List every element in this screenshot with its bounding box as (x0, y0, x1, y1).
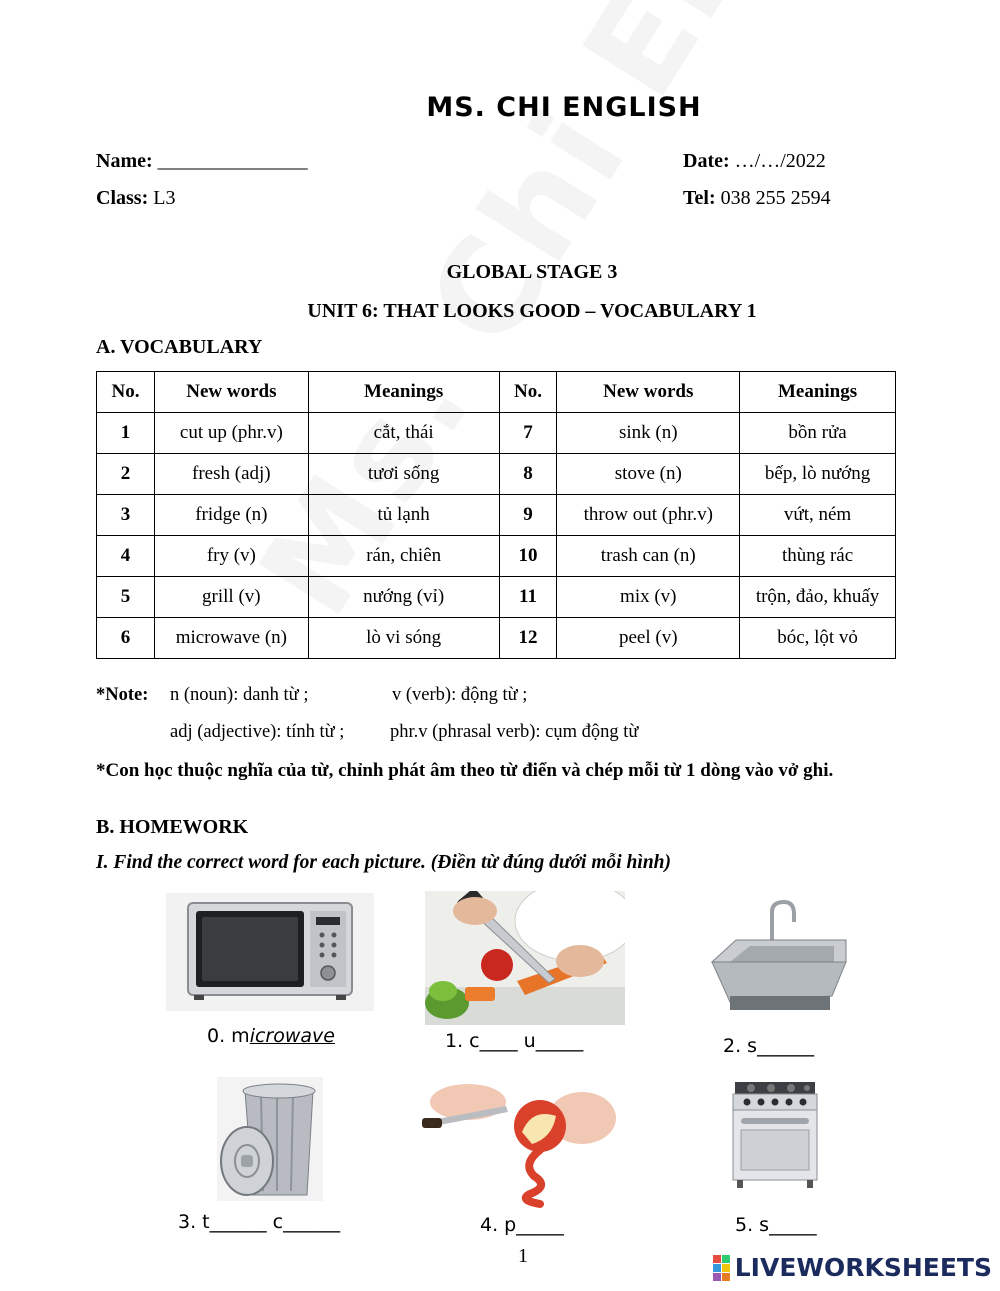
caption-0-answer: icrowave (249, 1025, 335, 1047)
cell-meaning: tủ lạnh (308, 495, 499, 536)
note-noun: n (noun): danh từ ; (170, 685, 309, 705)
date-label: Date: (683, 150, 730, 172)
cell-no: 11 (499, 577, 557, 618)
cell-no: 10 (499, 536, 557, 577)
tel-line (683, 187, 831, 210)
table-row (97, 577, 896, 618)
cell-no: 3 (97, 495, 155, 536)
page-title: MS. CHI ENGLISH (426, 92, 702, 123)
note-verb: v (verb): động từ ; (392, 685, 528, 705)
table-row (97, 413, 896, 454)
cell-no: 8 (499, 454, 557, 495)
cell-word: mix (v) (557, 577, 740, 618)
liveworksheets-logo[interactable] (713, 1253, 992, 1282)
caption-4[interactable]: 4. p_____ (480, 1214, 564, 1236)
table-row (97, 536, 896, 577)
cell-meaning: lò vi sóng (308, 618, 499, 659)
table-row (97, 454, 896, 495)
caption-0 (207, 1025, 335, 1047)
cell-word: fry (v) (154, 536, 308, 577)
note-label: *Note: (96, 685, 149, 705)
sink-picture (706, 896, 852, 1016)
name-label: Name: (96, 150, 153, 172)
cell-meaning: bếp, lò nướng (740, 454, 896, 495)
cell-no: 2 (97, 454, 155, 495)
caption-0-prefix: 0. m (207, 1025, 250, 1047)
note-adjective: adj (adjective): tính từ ; (170, 722, 345, 742)
header-new-words: New words (154, 372, 308, 413)
cell-no: 7 (499, 413, 557, 454)
cell-word: cut up (phr.v) (154, 413, 308, 454)
cell-no: 9 (499, 495, 557, 536)
exercise-title: I. Find the correct word for each picture. (Điền từ đúng dưới mỗi hình) (96, 852, 672, 873)
page-number: 1 (518, 1245, 528, 1267)
header-no: No. (499, 372, 557, 413)
cell-word: grill (v) (154, 577, 308, 618)
unit-title: UNIT 6: THAT LOOKS GOOD – VOCABULARY 1 (307, 300, 757, 322)
note-label-line (96, 685, 148, 706)
caption-3[interactable]: 3. t______ c______ (178, 1211, 341, 1233)
class-value: L3 (153, 187, 176, 209)
cell-meaning: trộn, đảo, khuấy (740, 577, 896, 618)
caption-2[interactable]: 2. s______ (723, 1035, 815, 1057)
cell-meaning: nướng (vỉ) (308, 577, 499, 618)
stove-picture (727, 1076, 823, 1190)
stage-title: GLOBAL STAGE 3 (446, 261, 618, 283)
cell-no: 6 (97, 618, 155, 659)
cell-word: stove (n) (557, 454, 740, 495)
cell-word: throw out (phr.v) (557, 495, 740, 536)
cell-word: peel (v) (557, 618, 740, 659)
header-meanings: Meanings (308, 372, 499, 413)
date-line (683, 150, 826, 173)
cell-no: 12 (499, 618, 557, 659)
logo-text: LIVEWORKSHEETS (734, 1253, 992, 1282)
peeling-apple-picture (422, 1068, 618, 1208)
cell-no: 4 (97, 536, 155, 577)
cell-word: trash can (n) (557, 536, 740, 577)
cell-word: fridge (n) (154, 495, 308, 536)
cell-meaning: bóc, lột vỏ (740, 618, 896, 659)
section-a-heading: A. VOCABULARY (96, 336, 263, 358)
caption-1[interactable]: 1. c____ u_____ (445, 1030, 584, 1052)
microwave-picture (166, 893, 374, 1011)
tel-label: Tel: (683, 187, 716, 209)
cell-meaning: vứt, ném (740, 495, 896, 536)
logo-mark-icon (713, 1255, 730, 1281)
cutting-vegetables-picture (425, 891, 625, 1025)
date-value: …/…/2022 (734, 150, 826, 172)
cell-word: microwave (n) (154, 618, 308, 659)
caption-5[interactable]: 5. s_____ (735, 1214, 817, 1236)
tel-value: 038 255 2594 (720, 187, 831, 209)
vocabulary-table (96, 371, 896, 659)
name-field[interactable]: _______________ (157, 150, 308, 172)
note-phrasal-verb: phr.v (phrasal verb): cụm động từ (390, 722, 639, 742)
study-instruction: *Con học thuộc nghĩa của từ, chỉnh phát âm theo từ điển và chép mỗi từ 1 dòng vào vở ghi. (96, 760, 834, 781)
name-line (96, 150, 308, 173)
cell-meaning: tươi sống (308, 454, 499, 495)
cell-meaning: rán, chiên (308, 536, 499, 577)
cell-meaning: cắt, thái (308, 413, 499, 454)
cell-meaning: thùng rác (740, 536, 896, 577)
table-row (97, 495, 896, 536)
cell-no: 1 (97, 413, 155, 454)
header-new-words: New words (557, 372, 740, 413)
header-no: No. (97, 372, 155, 413)
table-header-row (97, 372, 896, 413)
class-label: Class: (96, 187, 149, 209)
cell-no: 5 (97, 577, 155, 618)
class-line (96, 187, 175, 210)
trash-can-picture (217, 1077, 323, 1201)
section-b-heading: B. HOMEWORK (96, 816, 249, 838)
cell-meaning: bồn rửa (740, 413, 896, 454)
cell-word: sink (n) (557, 413, 740, 454)
header-meanings: Meanings (740, 372, 896, 413)
cell-word: fresh (adj) (154, 454, 308, 495)
table-row (97, 618, 896, 659)
